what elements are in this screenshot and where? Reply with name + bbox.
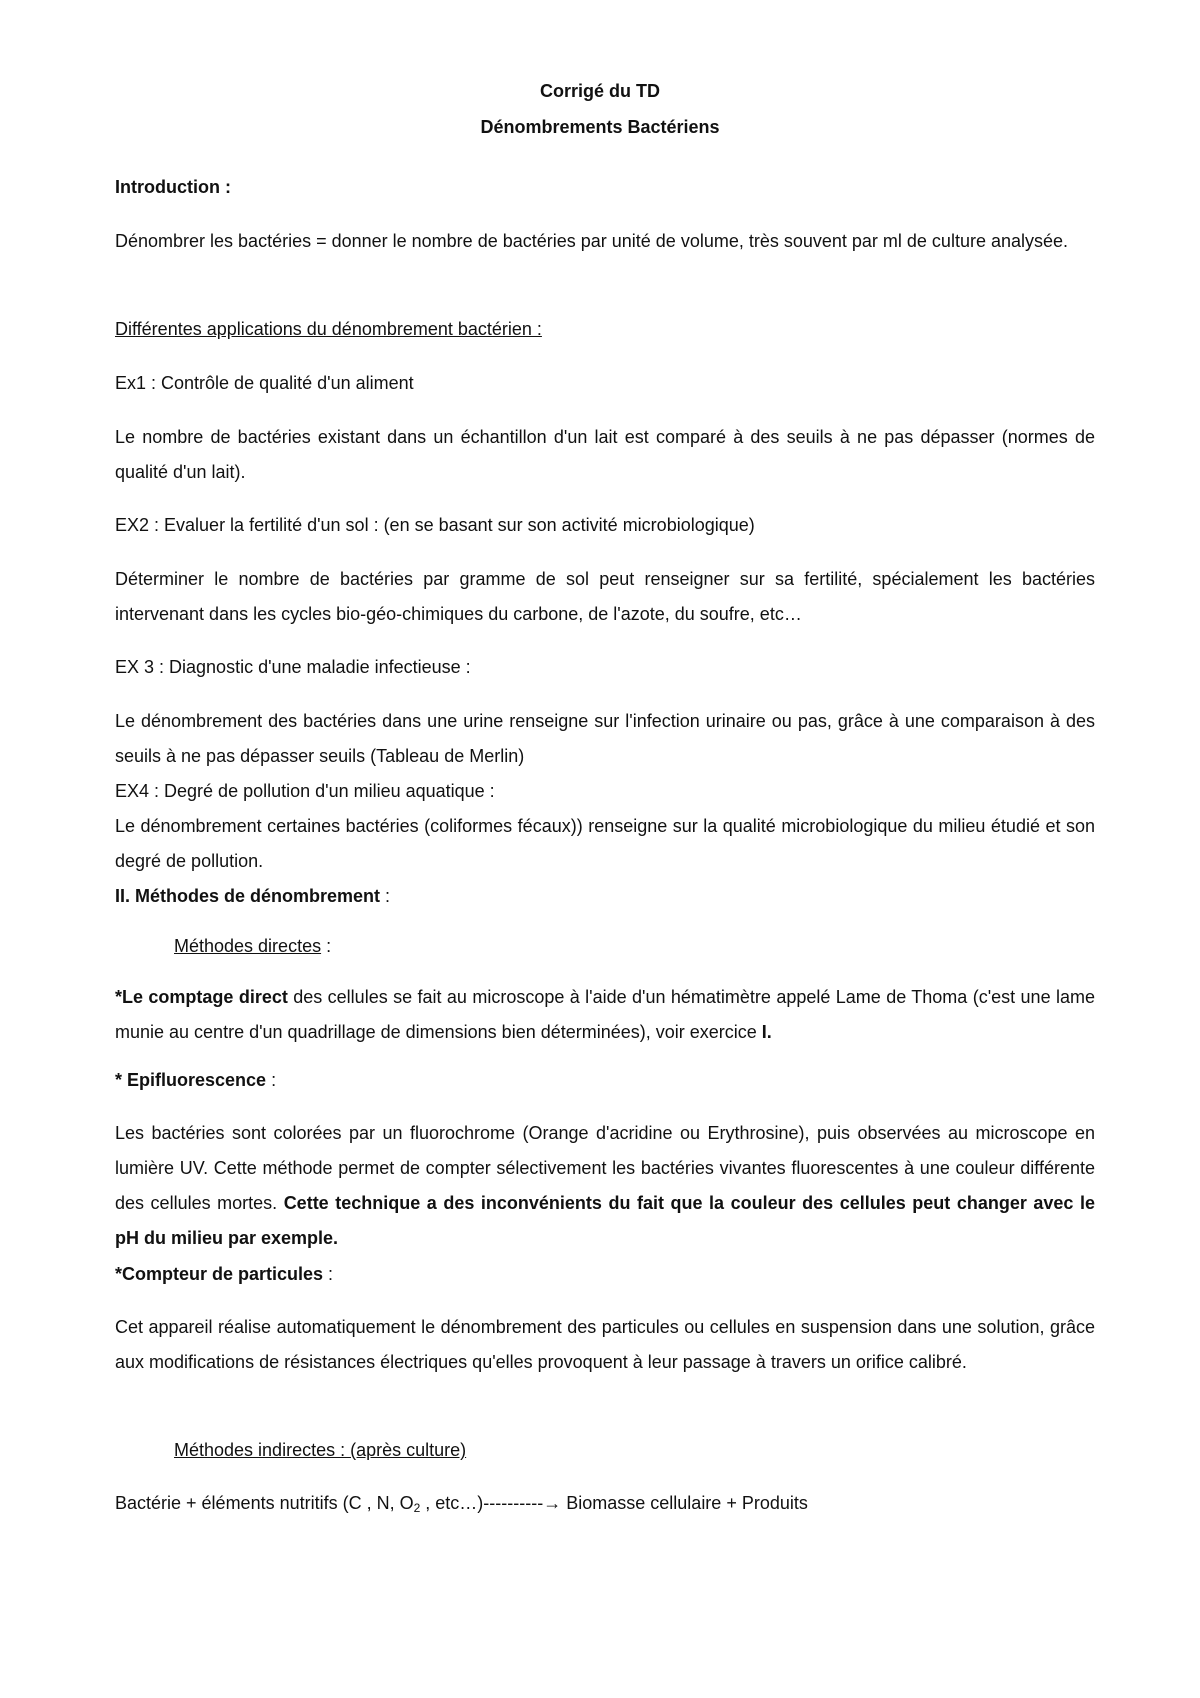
direct-count-paragraph	[115, 980, 1095, 1050]
ex2-heading: EX2 : Evaluer la fertilité d'un sol : (en se basant sur son activité microbiologique)	[115, 515, 755, 535]
epifluorescence-colon: :	[266, 1070, 277, 1090]
direct-methods-heading-text: Méthodes directes	[174, 936, 322, 956]
epifluorescence-star: *	[115, 1070, 128, 1090]
epifluorescence-warning: Cette technique a des inconvénients du fait que la couleur des cellules peut changer avec le pH du milieu par exemple.	[115, 1193, 1095, 1248]
ex3-heading: EX 3 : Diagnostic d'une maladie infectieuse :	[115, 657, 471, 677]
direct-count-exercise-ref: I.	[761, 1022, 772, 1042]
indirect-methods-heading-text: Méthodes indirectes : (après culture)	[174, 1440, 467, 1460]
particle-counter-paragraph: Cet appareil réalise automatiquement le dénombrement des particules ou cellules en suspension dans une solution, grâce aux modifications de résistances électriques qu'elles provoquent à leur passage à travers un orifice calibré.	[115, 1317, 1095, 1372]
epifluorescence-heading	[115, 1063, 1095, 1098]
indirect-methods-heading	[174, 1433, 1074, 1468]
methods-heading	[115, 879, 1095, 914]
ex1-paragraph: Le nombre de bactéries existant dans un échantillon d'un lait est comparé à des seuils à ne pas dépasser (normes de qualité d'un lait).	[115, 427, 1095, 482]
equation-dashes: , etc…)----------	[420, 1493, 544, 1513]
direct-count-star: *	[115, 987, 123, 1007]
direct-methods-heading	[174, 929, 1074, 964]
ex2-paragraph: Déterminer le nombre de bactéries par gramme de sol peut renseigner sur sa fertilité, spécialement les bactéries intervenant dans les cycles bio-géo-chimiques du carbone, de l'azote, du soufre, etc…	[115, 569, 1095, 624]
ex1-heading: Ex1 : Contrôle de qualité d'un aliment	[115, 373, 414, 393]
direct-count-text: des cellules se fait au microscope à l'aide d'un hématimètre appelé Lame de Thoma (c'est une lame munie au centre d'un quadrillage de dimensions bien déterminées), voir exercice	[115, 987, 1095, 1042]
equation-reactants: Bactérie + éléments nutritifs (C , N, O	[115, 1493, 414, 1513]
arrow-icon: →	[543, 1493, 562, 1513]
applications-heading-text: Différentes applications du dénombrement bactérien :	[115, 319, 542, 339]
particle-counter-heading	[115, 1257, 1095, 1292]
epifluorescence-text: Les bactéries sont colorées par un fluorochrome (Orange d'acridine ou Erythrosine), puis observées au microscope en lumière UV. Cette méthode permet de compter sélectivement les bactéries vivantes fluorescentes à une couleur différente des cellules mortes.	[115, 1123, 1095, 1213]
ex4-heading: EX4 : Degré de pollution d'un milieu aquatique :	[115, 781, 495, 801]
applications-heading	[115, 312, 1095, 347]
epifluorescence-paragraph	[115, 1116, 1095, 1256]
ex4-paragraph: Le dénombrement certaines bactéries (coliformes fécaux)) renseigne sur la qualité microbiologique du milieu étudié et son degré de pollution.	[115, 816, 1095, 871]
direct-count-term: Le comptage direct	[122, 987, 288, 1007]
ex3-paragraph: Le dénombrement des bactéries dans une urine renseigne sur l'infection urinaire ou pas, grâce à une comparaison à des seuils à ne pas dépasser seuils (Tableau de Merlin)	[115, 711, 1095, 766]
equation-subscript: 2	[413, 1501, 421, 1515]
particle-counter-term: *Compteur de particules	[115, 1264, 324, 1284]
document-subtitle: Dénombrements Bactériens	[480, 117, 720, 137]
methods-heading-colon: :	[380, 886, 391, 906]
epifluorescence-term: Epifluorescence	[127, 1070, 267, 1090]
intro-heading: Introduction :	[115, 177, 231, 197]
growth-equation	[115, 1486, 1095, 1521]
direct-methods-heading-colon: :	[321, 936, 332, 956]
particle-counter-colon: :	[323, 1264, 334, 1284]
document-title: Corrigé du TD	[540, 81, 660, 101]
methods-heading-bold: II. Méthodes de dénombrement	[115, 886, 381, 906]
equation-products: Biomasse cellulaire + Produits	[561, 1493, 808, 1513]
intro-paragraph: Dénombrer les bactéries = donner le nombre de bactéries par unité de volume, très souvent par ml de culture analysée.	[115, 231, 1069, 251]
